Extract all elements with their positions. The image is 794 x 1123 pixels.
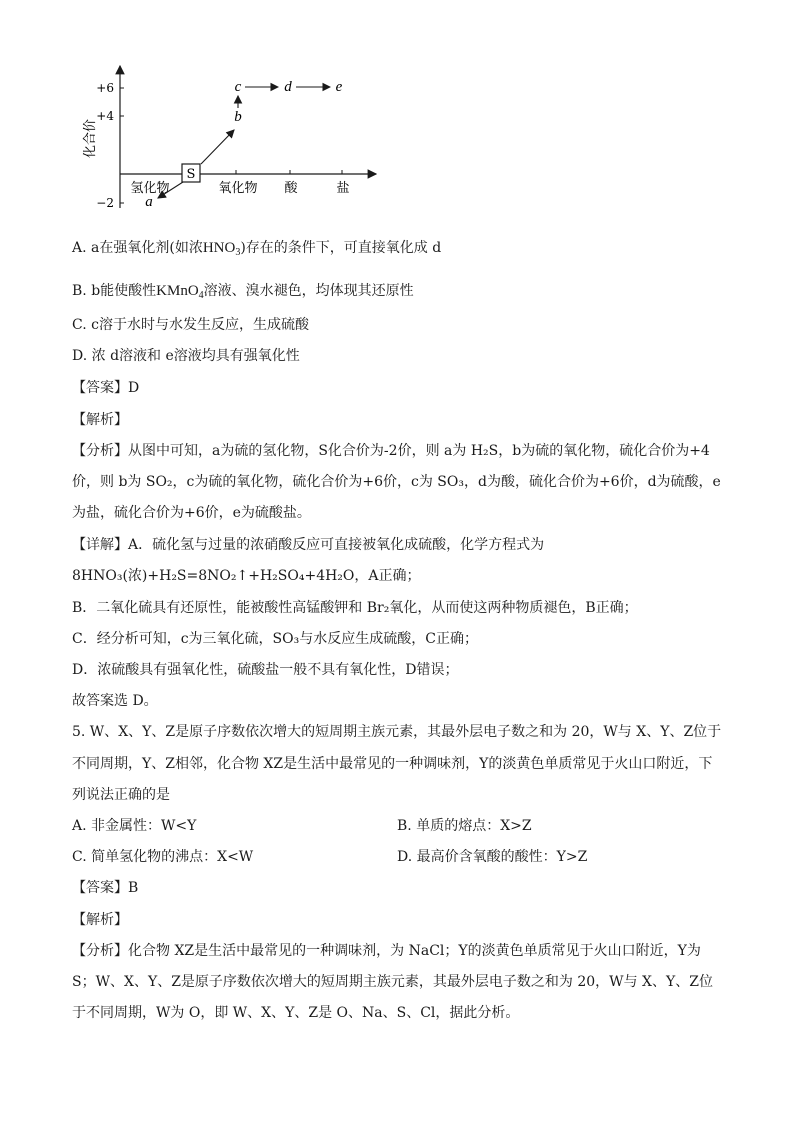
q5-jiexi-heading: 【解析】 — [72, 912, 128, 928]
q4-xiangjie-line2: 8HNO₃(浓)+H₂S=8NO₂↑+H₂SO₄+4H₂O，A正确； — [72, 568, 421, 584]
q5-option-b: B. 单质的熔点：X>Z — [397, 818, 532, 834]
y-axis-label: 化合价 — [83, 118, 98, 158]
arrow-s-to-b — [201, 130, 234, 164]
q4-conclusion: 故答案选 D。 — [72, 693, 158, 709]
q4-fenxi-line1: 【分析】从图中可知，a为硫的氢化物，S化合价为-2价，则 a为 H₂S，b为硫的氧化物，硫化合价为+4 — [72, 443, 710, 459]
q5-stem-line3: 列说法正确的是 — [72, 787, 170, 803]
q5-option-a: A. 非金属性：W<Y — [72, 818, 197, 834]
q4-xiangjie-line5: D．浓硫酸具有强氧化性，硫酸盐一般不具有氧化性，D错误； — [72, 662, 459, 678]
y-tick-minus2: −2 — [96, 196, 114, 210]
q4-answer: 【答案】D — [72, 380, 140, 396]
sulfur-valence-diagram — [70, 58, 390, 218]
q5-fenxi-line1: 【分析】化合物 XZ是生活中最常见的一种调味剂，为 NaCl；Y的淡黄色单质常见于火山口附近，Y为 — [72, 943, 701, 959]
q4-fenxi-line2: 价，则 b为 SO₂，c为硫的氧化物，硫化合价为+6价，c为 SO₃，d为酸，硫化合价为+6价，d为硫酸，e — [72, 474, 721, 490]
q4-fenxi-line3: 为盐，硫化合价为+6价，e为硫酸盐。 — [72, 505, 311, 521]
q4-option-d: D. 浓 d溶液和 e溶液均具有强氧化性 — [72, 348, 300, 364]
q4-option-c: C. c溶于水时与水发生反应，生成硫酸 — [72, 317, 309, 333]
q5-answer: 【答案】B — [72, 880, 139, 896]
q4-xiangjie-line4: C．经分析可知，c为三氧化硫，SO₃与水反应生成硫酸，C正确； — [72, 631, 478, 647]
q5-stem-line2: 不同周期，Y、Z相邻，化合物 XZ是生活中最常见的一种调味剂，Y的淡黄色单质常见于火山口附近，下 — [72, 756, 713, 772]
point-a: a — [145, 194, 153, 210]
q4-option-b: B. b能使酸性KMnO$_4$溶液、溴水褪色，均体现其还原性 — [72, 283, 414, 301]
q5-option-d: D. 最高价含氧酸的酸性：Y>Z — [397, 849, 588, 865]
formula-kmno4: KMnO$_4$ — [156, 283, 204, 301]
formula-hno3: $HNO_3$ — [202, 240, 241, 258]
x-label-oxide: 氧化物 — [218, 181, 258, 196]
q5-fenxi-line3: 于不同周期，W为 O，即 W、X、Y、Z是 O、Na、S、Cl，据此分析。 — [72, 1005, 520, 1021]
point-c: c — [234, 79, 242, 95]
q4-jiexi-heading: 【解析】 — [72, 412, 128, 428]
y-tick-plus4: +4 — [96, 109, 114, 123]
x-label-acid: 酸 — [284, 181, 298, 196]
q5-stem-line1: 5. W、X、Y、Z是原子序数依次增大的短周期主族元素，其最外层电子数之和为 20，W与 X、Y、Z位于 — [72, 724, 722, 740]
x-label-hydride: 氢化物 — [130, 181, 170, 196]
q4-option-a: A. a在强氧化剂(如浓$HNO_3$)存在的条件下，可直接氧化成 d — [72, 240, 442, 258]
q4-xiangjie-line3: B．二氧化硫具有还原性，能被酸性高锰酸钾和 Br₂氧化，从而使这两种物质褪色，B正确； — [72, 600, 638, 616]
point-b: b — [234, 109, 242, 125]
point-d: d — [284, 79, 292, 95]
point-e: e — [335, 79, 343, 95]
q5-fenxi-line2: S；W、X、Y、Z是原子序数依次增大的短周期主族元素，其最外层电子数之和为 20，W与 X、Y、Z位 — [72, 974, 713, 990]
point-S: S — [186, 167, 196, 182]
q4-xiangjie-line1: 【详解】A．硫化氢与过量的浓硝酸反应可直接被氧化成硫酸，化学方程式为 — [72, 537, 545, 553]
x-label-salt: 盐 — [336, 181, 350, 196]
q5-option-c: C. 简单氢化物的沸点：X<W — [72, 849, 254, 865]
y-tick-plus6: +6 — [96, 81, 114, 95]
